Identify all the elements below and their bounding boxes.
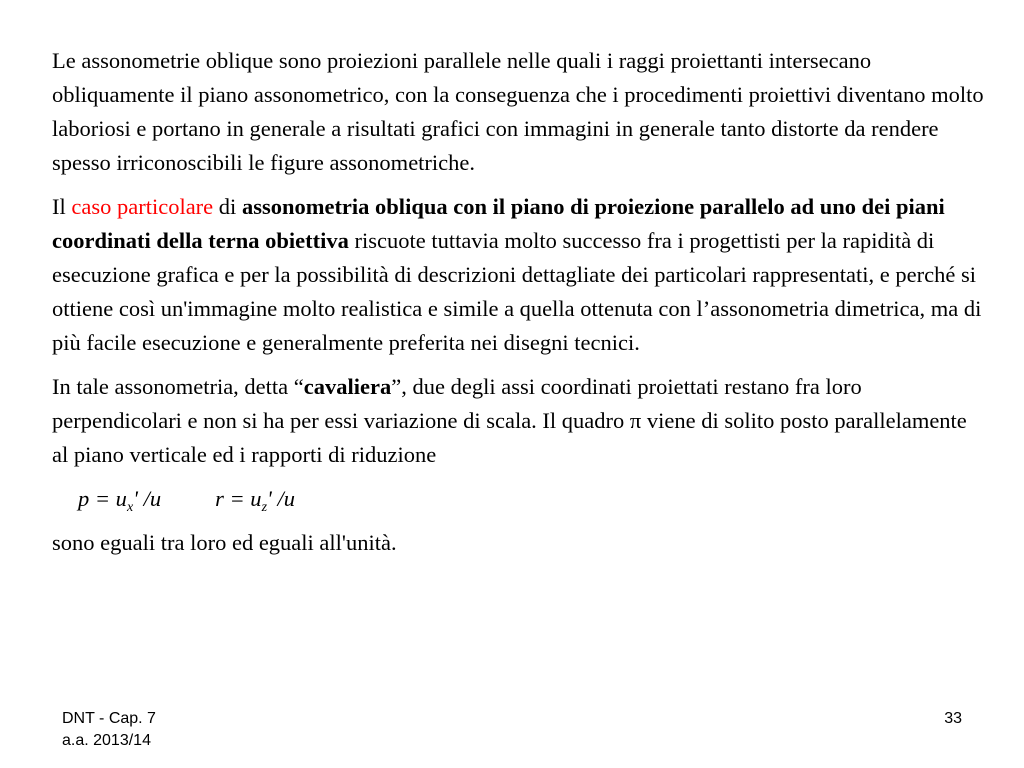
paragraph-text: riscuote tuttavia molto successo fra i progettisti per la rapidità di esecuzione grafica e per la possibilità di descrizioni dettagliate dei particolari rappresentati, e perché si ottiene così un'immagine molto realistica e simile a quella ottenuta con l’assonometria dimetrica, ma di più facile esecuzione e generalmente preferita nei disegni tecnici.: [52, 228, 982, 355]
paragraph-text: ”, due degli assi coordinati proiettati restano fra loro perpendicolari e non si ha per essi variazione di scala. Il quadro π viene di solito posto parallelamente al piano verticale ed i rapporti di riduzione: [52, 374, 967, 467]
formula-p-right: ' /u: [133, 486, 162, 511]
formula-r-right: ' /u: [267, 486, 295, 511]
paragraph-text: Il: [52, 194, 72, 219]
formula-r-subscript: z: [261, 500, 268, 515]
paragraph-text: di: [213, 194, 242, 219]
slide-body: [52, 44, 988, 570]
paragraph-conclusion: sono eguali tra loro ed eguali all'unità.: [52, 530, 397, 555]
formula-p-subscript: x: [126, 500, 134, 515]
formula-r-left: r = u: [215, 486, 262, 511]
formula-reduction-ratios: [52, 482, 988, 516]
paragraph-intro: Le assonometrie oblique sono proiezioni parallele nelle quali i raggi proiettanti intersecano obliquamente il piano assonometrico, con la conseguenza che i procedimenti proiettivi diventano molto laboriosi e portano in generale a risultati grafici con immagini in generale tanto distorte da rendere spesso irriconoscibili le figure assonometriche.: [52, 48, 984, 175]
footer-chapter: DNT - Cap. 7: [62, 710, 156, 727]
footer-course-info: [62, 708, 156, 752]
footer-academic-year: a.a. 2013/14: [62, 732, 151, 749]
bold-text: cavaliera: [303, 374, 392, 399]
page-number: 33: [944, 710, 962, 727]
paragraph-text: In tale assonometria, detta “: [52, 374, 304, 399]
paragraph-cavaliera: [52, 370, 988, 472]
highlight-red-text: caso particolare: [71, 194, 214, 219]
bold-text: assonometria obliqua con il piano di proiezione parallelo ad uno dei piani coordinati della terna obiettiva: [52, 194, 945, 253]
formula-p-left: p = u: [78, 486, 127, 511]
paragraph-caso-particolare: [52, 190, 988, 360]
